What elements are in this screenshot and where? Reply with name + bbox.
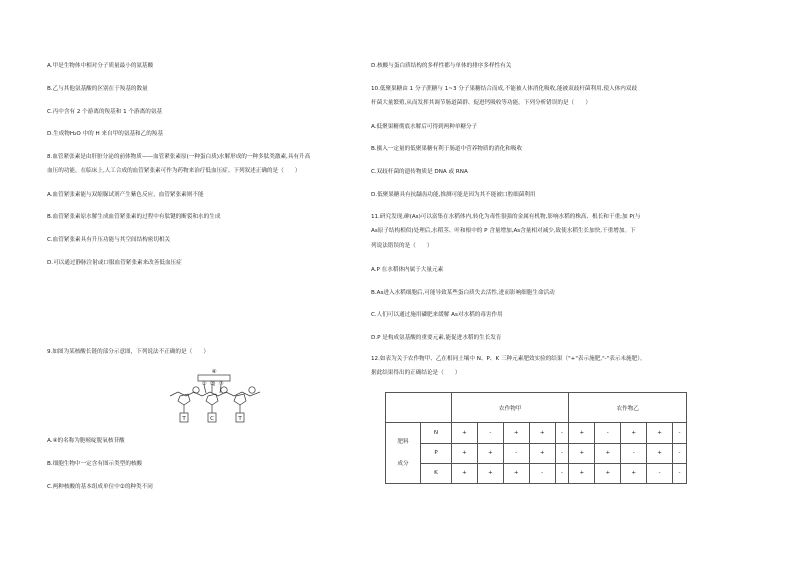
table-cell: + (477, 443, 503, 463)
table-cell: + (452, 423, 478, 443)
table-cell: + (621, 423, 647, 443)
table-cell: + (647, 423, 673, 443)
table-cell: + (503, 463, 529, 483)
q8-option-c: C.血管紧张素具有升压功能与其空间结构密切相关 (47, 237, 171, 243)
table-header-row (386, 393, 687, 423)
q11-option-b: B.As进入水稻细胞后,可能导致某些蛋白质失去活性,进而影响细胞生命活动 (371, 290, 555, 296)
table-cell: - (673, 423, 687, 443)
table-cell: + (503, 423, 529, 443)
row-label-line-2: 成分 (397, 461, 409, 468)
q11-stem-line-3: 列说法错误的是（ ） (371, 243, 433, 249)
table-cell: + (647, 443, 673, 463)
table-cell: + (621, 463, 647, 483)
q7-option-a: A.甲是生物体中相对分子质量最小的氨基酸 (47, 63, 154, 69)
q11-option-d: D.P 是构成氨基酸的重要元素,能促进水稻的生长发育 (371, 335, 502, 341)
table-cell: + (529, 443, 555, 463)
table-cell: + (529, 423, 555, 443)
table-row (386, 423, 687, 443)
q10-stem-line-2: 杆菌大量繁殖,从而发挥其调节肠道菌群、促进钙吸收等功能。下列分析错误的是（ ） (371, 100, 591, 106)
q10-option-c: C.双歧杆菌的遗传物质是 DNA 或 RNA (371, 169, 468, 175)
q10-option-b: B.摄入一定量的低聚果糖有利于肠道中营养物质的消化和吸收 (371, 146, 523, 152)
table-cell: + (477, 463, 503, 483)
element-cell: P (421, 443, 452, 463)
table-cell: + (569, 463, 595, 483)
table-corner-cell (386, 393, 452, 423)
row-label-cell (386, 423, 421, 484)
q11-stem-line-2: As原子结构相似)处理后,水稻茎、叶和根中的 P 含量增加,As含量相对减少,致使水稻生长加快,干重增加。下 (371, 228, 636, 234)
table-cell: + (569, 423, 595, 443)
q7-option-c: C.丙中含有 2 个游离的羧基和 1 个游离的氨基 (47, 109, 163, 115)
table-cell: - (621, 443, 647, 463)
q8-option-a: A.血管紧张素能与双缩脲试剂产生紫色反应，血管紧张素则不能 (47, 192, 204, 198)
table-cell: - (555, 443, 569, 463)
q9-option-c: C.两种核酸的基本组成单位中②的种类不同 (47, 484, 153, 490)
q12-stem-line-1: 12.如表为关于农作物甲、乙在相同土壤中 N、P、K 三种元素肥效实验的结果（"+"表示施肥,"-"表示未施肥）。 (371, 356, 646, 362)
table-cell: + (452, 443, 478, 463)
table-cell: - (555, 463, 569, 483)
q9-option-b: B.细胞生物中一定含有图示类型的核酸 (47, 461, 143, 467)
table-cell: - (555, 423, 569, 443)
element-cell: N (421, 423, 452, 443)
q8-stem-line-2: 血压的功能。在临床上,人工合成的血管紧张素可作为药物来治疗低血压症。下列叙述正确的是（ ） (47, 168, 301, 174)
q8-option-d: D.可以通过静脉注射或口服血管紧张素来改善低血压症 (47, 260, 182, 266)
table-cell: - (673, 443, 687, 463)
table-cell: - (647, 463, 673, 483)
q10-stem-line-1: 10.低聚果糖由 1 分子蔗糖与 1~3 分子果糖结合而成,不能被人体消化吸收,能被双歧杆菌利用,使人体内双歧 (371, 86, 638, 92)
table-cell: - (477, 423, 503, 443)
q10-option-d: D.低聚果糖具有抗龋齿功能,推测可能是因为其不能被口腔细菌利用 (371, 192, 536, 198)
row-label-line-1: 肥料 (397, 439, 409, 446)
base-2: C (210, 416, 214, 422)
q7-option-b: B.乙与其他氨基酸的区别在于羧基的数量 (47, 86, 148, 92)
q11-stem-line-1: 11.研究发现,砷(As)可以富集在水稻体内,转化为毒性很强的金属有机物,影响水稻的株高、根长和干重;加 P(与 (371, 214, 641, 220)
table-cell: + (595, 443, 621, 463)
q7-option-d: D.生成物H₂O 中的 H 来自甲的氨基和乙的羧基 (47, 131, 163, 137)
base-3: T (238, 416, 242, 422)
label-1: ① (201, 381, 207, 387)
element-cell: K (421, 463, 452, 483)
label-2: ② (209, 381, 215, 387)
label-4: ④ (211, 369, 217, 375)
header-crop-a: 农作物甲 (452, 393, 569, 423)
q12-stem-line-2: 据此结果得出的正确结论是（ ） (371, 370, 461, 376)
q8-option-b: B.血管紧张素原水解生成血管紧张素的过程中有肽键的断裂和水的生成 (47, 214, 221, 220)
q11-option-a: A.P 在水稻体内属于大量元素 (371, 267, 444, 273)
q10-option-a: A.低聚果糖彻底水解后可得到两种单糖分子 (371, 124, 478, 130)
nucleic-acid-figure (168, 364, 270, 426)
table-cell: - (595, 423, 621, 443)
q8-stem-line-1: 8.血管紧张素是由肝脏分泌的前体物质——血管紧张素原(一种蛋白质)水解形成的一种多肽类激素,具有升高 (47, 154, 311, 160)
table-cell: - (503, 443, 529, 463)
table-cell: + (595, 463, 621, 483)
q9-stem: 9.如图为某核酸长链的部分示意图，下列说法不正确的是（ ） (47, 349, 209, 355)
q9-option-d: D.核酸与蛋白质结构的多样性都与单体的排序多样性有关 (371, 63, 512, 69)
table-cell: - (529, 463, 555, 483)
table-row (386, 463, 687, 483)
q11-option-c: C.人们可以通过施用磷肥来缓解 As对水稻的毒害作用 (371, 312, 503, 318)
table-row (386, 443, 687, 463)
table-cell: + (569, 443, 595, 463)
header-crop-b: 农作物乙 (569, 393, 687, 423)
table-cell: + (452, 463, 478, 483)
base-1: T (182, 416, 186, 422)
label-3: ③ (218, 381, 224, 387)
q9-option-a: A.④的名称为胞嘧啶脱氧核苷酸 (47, 438, 125, 444)
fertilizer-experiment-table (385, 392, 687, 484)
table-cell: - (673, 463, 687, 483)
